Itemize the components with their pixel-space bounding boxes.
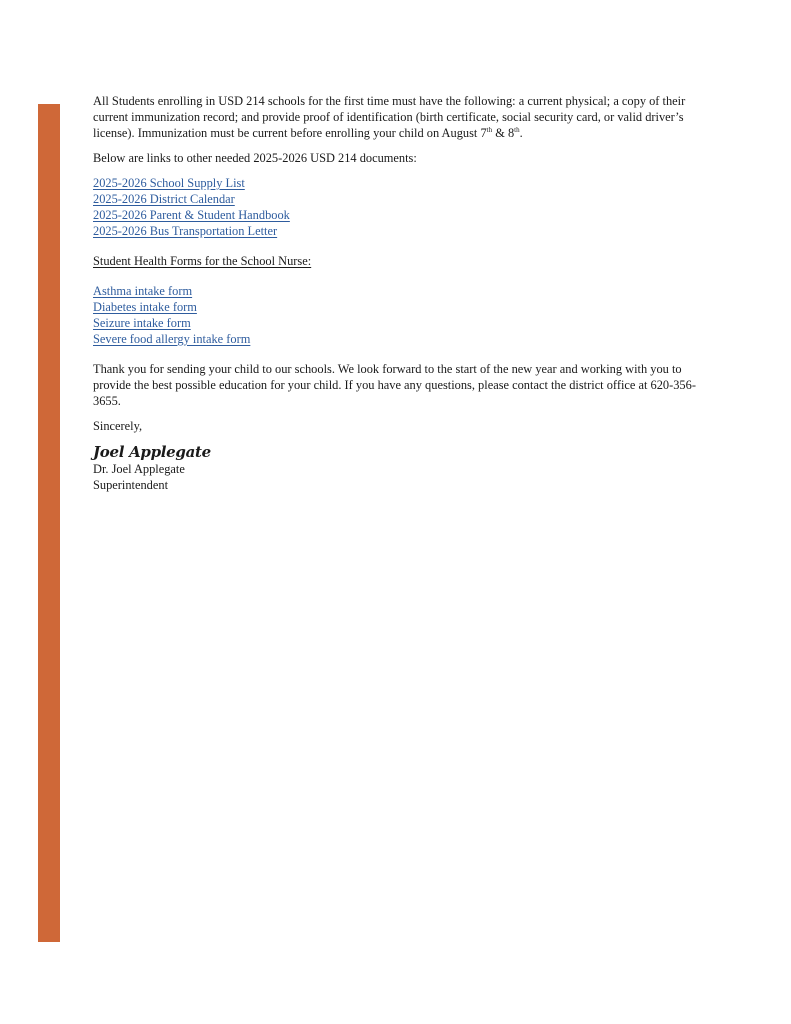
intro-superscript-2: th [514,125,520,134]
link-diabetes-intake-form[interactable]: Diabetes intake form [93,300,197,314]
link-severe-food-allergy-intake-form[interactable]: Severe food allergy intake form [93,332,251,346]
documents-intro: Below are links to other needed 2025-2026 USD 214 documents: [93,151,417,165]
document-links [93,175,703,239]
health-forms-heading: Student Health Forms for the School Nurse: [93,254,312,268]
handwritten-signature: Joel Applegate [93,443,211,461]
intro-text-mid: & 8 [492,126,515,140]
link-bus-transportation-letter[interactable]: 2025-2026 Bus Transportation Letter [93,224,278,238]
link-parent-student-handbook[interactable]: 2025-2026 Parent & Student Handbook [93,208,290,222]
orange-side-bar [38,104,60,942]
intro-paragraph [93,93,703,141]
letter-body [93,93,703,493]
intro-text: All Students enrolling in USD 214 schools for the first time must have the following: a current physical; a copy of their current immunization record; and provide proof of identification (birth certificate, social security card, or valid driver’s license). Immunization must be current before enrolling your child on August 7 [93,94,686,140]
salutation: Sincerely, [93,419,143,433]
intro-superscript-1: th [486,125,493,134]
link-seizure-intake-form[interactable]: Seizure intake form [93,316,191,330]
link-district-calendar[interactable]: 2025-2026 District Calendar [93,192,235,206]
link-asthma-intake-form[interactable]: Asthma intake form [93,284,193,298]
intro-text-end: . [519,126,523,140]
link-school-supply-list[interactable]: 2025-2026 School Supply List [93,176,245,190]
closing-paragraph: Thank you for sending your child to our schools. We look forward to the start of the new year and working with you to provide the best possible education for your child. If you have any questions, please contact the district office at 620-356-3655. [93,362,696,408]
signer-title: Superintendent [93,478,169,492]
health-form-links [93,283,703,347]
signer-name: Dr. Joel Applegate [93,462,185,476]
